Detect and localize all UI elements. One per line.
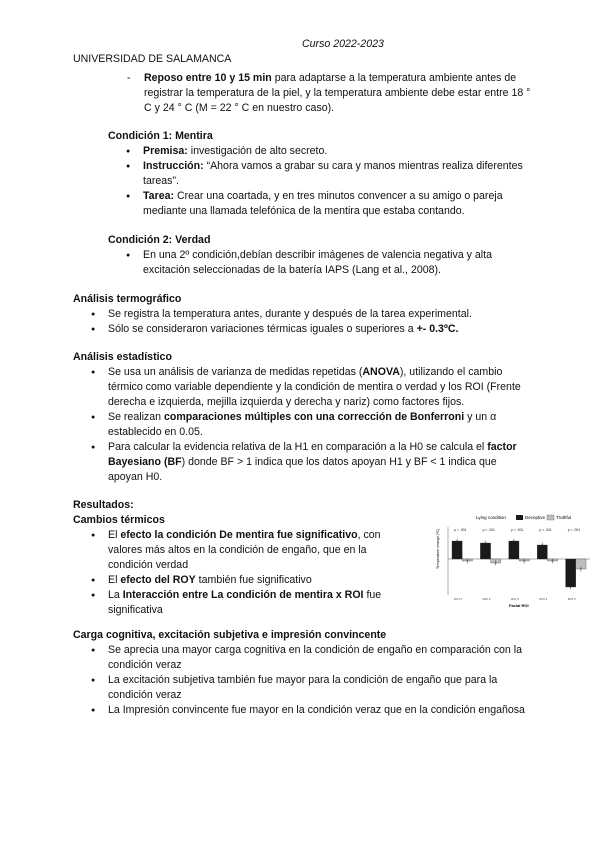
dash-marker: -	[127, 72, 131, 84]
list-item: ● Se aprecia una mayor carga cognitiva en la condición de engaño en comparación con la condición veraz	[91, 643, 533, 673]
item-text: Se usa un análisis de varianza de medidas repetidas (	[108, 366, 363, 378]
list-item	[91, 573, 403, 588]
annotation-label: p < .001	[511, 528, 524, 532]
thermal-change-chart	[434, 509, 594, 609]
item-text: Se realizan	[108, 411, 164, 423]
reposo-bold: Reposo entre 10 y 15 min	[144, 72, 272, 84]
list-item	[91, 528, 403, 573]
results-section	[73, 498, 403, 618]
item-text: El	[108, 574, 121, 586]
item-text: El	[108, 529, 121, 541]
item-text: ) donde BF > 1 indica que los datos apoyan H1 y BF < 1 indica que apoyan H0.	[108, 456, 497, 483]
list-item	[126, 189, 538, 219]
cognitive-load-section	[73, 628, 533, 718]
list-item: ● La excitación subjetiva también fue mayor para la condición de engaño que para la condición veraz	[91, 673, 533, 703]
condition-1-title: Condición 1: Mentira	[108, 130, 213, 142]
reposo-item	[127, 71, 537, 116]
chart-ylabel: Temperature change (ºC)	[436, 528, 440, 569]
reposo-text: para adaptarse a la temperatura ambiente antes de registrar la temperatura de la piel, y la temperatura ambiente debe estar entre 18 ° C y 24 ° C (M = 22 ° C en nuestro caso).	[144, 72, 531, 114]
x-tick-label: ROI 2	[482, 597, 491, 601]
item-bold: factor Bayesiano (BF	[108, 441, 517, 468]
item-text: Crear una coartada, y en tres minutos convencer a su amigo o pareja mediante una llamada telefónica de la mentira que estaba contando.	[143, 190, 503, 217]
annotation-label: p = .001	[567, 528, 581, 532]
list-item	[91, 365, 528, 410]
chart-xlabel: Facial ROI	[509, 603, 529, 608]
list-item	[91, 322, 543, 337]
chart-title: Lying condition	[476, 515, 506, 520]
item-bold: Premisa:	[143, 145, 188, 157]
list-item	[126, 159, 538, 189]
legend-swatch-deceptive	[516, 515, 523, 520]
list-item	[126, 144, 538, 159]
annotation-label: p < .001	[454, 528, 467, 532]
item-text: “Ahora vamos a grabar su cara y manos mientras realiza diferentes tareas”.	[143, 160, 523, 187]
condition-2-section	[108, 233, 538, 278]
annotation-label: p = .001	[539, 528, 552, 532]
bar-deceptive	[509, 541, 519, 559]
university-name: UNIVERSIDAD DE SALAMANCA	[73, 53, 232, 65]
item-text: y un α establecido en 0.05.	[108, 411, 497, 438]
item-text: Sólo se consideraron variaciones térmicas iguales o superiores a	[108, 323, 417, 335]
item-text: ), utilizando el cambio térmico como variable dependiente y la condición de mentira o verdad y los ROI (Frente derecha e izquierda, mejilla izquierda y derecha y nariz) como factores fijos.	[108, 366, 521, 408]
list-item	[91, 588, 403, 618]
condition-1-section	[108, 129, 538, 219]
item-bold: efecto del ROY	[120, 574, 196, 586]
list-item: ● Se registra la temperatura antes, durante y después de la tarea experimental.	[91, 307, 543, 322]
bar-deceptive	[452, 541, 462, 559]
list-item: ● En una 2º condición,debían describir imágenes de valencia negativa y alta excitación seleccionadas de la batería IAPS (Lang et al., 2008).	[126, 248, 538, 278]
item-text: , con valores más altos en la condición de engaño, que en la condición verdad	[108, 529, 381, 571]
list-item: ● La Impresión convincente fue mayor en la condición veraz que en la condición engañosa	[91, 703, 533, 718]
x-tick-label: ROI 3	[511, 597, 519, 601]
item-bold: Interacción entre La condición de mentira x ROI	[122, 589, 364, 601]
legend-swatch-truthful	[547, 515, 554, 520]
item-bold: ANOVA	[362, 366, 400, 378]
course-label: Curso 2022-2023	[302, 38, 384, 50]
legend-label-truthful: Truthful	[556, 515, 572, 520]
annotation-label: p < .001	[482, 528, 495, 532]
x-tick-label: ROI 5	[567, 597, 576, 601]
item-text: fue significativa	[108, 589, 382, 616]
list-item	[91, 440, 528, 485]
x-tick-label: ROI 1	[454, 597, 463, 601]
item-bold: Instrucción:	[143, 160, 204, 172]
item-bold: comparaciones múltiples con una corrección de Bonferroni	[163, 411, 465, 423]
results-title: Resultados:	[73, 499, 134, 511]
condition-2-title: Condición 2: Verdad	[108, 234, 211, 246]
x-tick-label: ROI 4	[539, 597, 548, 601]
item-bold: +- 0.3ºC.	[416, 323, 459, 335]
results-subtitle: Cambios térmicos	[73, 514, 165, 526]
item-text: La	[108, 589, 123, 601]
statistical-section	[73, 350, 528, 485]
list-item	[91, 410, 528, 440]
bar-deceptive	[566, 559, 576, 587]
legend-label-deceptive: Deceptive	[525, 515, 546, 520]
item-text: Para calcular la evidencia relativa de la H1 en comparación a la H0 se calcula el	[108, 441, 488, 453]
thermographic-title: Análisis termográfico	[73, 293, 182, 305]
statistical-title: Análisis estadístico	[73, 351, 172, 363]
cognitive-load-title: Carga cognitiva, excitación subjetiva e impresión convincente	[73, 629, 387, 641]
item-text: también fue significativo	[195, 574, 312, 586]
item-text: investigación de alto secreto.	[187, 145, 328, 157]
item-bold: efecto la condición De mentira fue significativo	[120, 529, 358, 541]
thermographic-section	[73, 292, 543, 337]
item-bold: Tarea:	[143, 190, 175, 202]
